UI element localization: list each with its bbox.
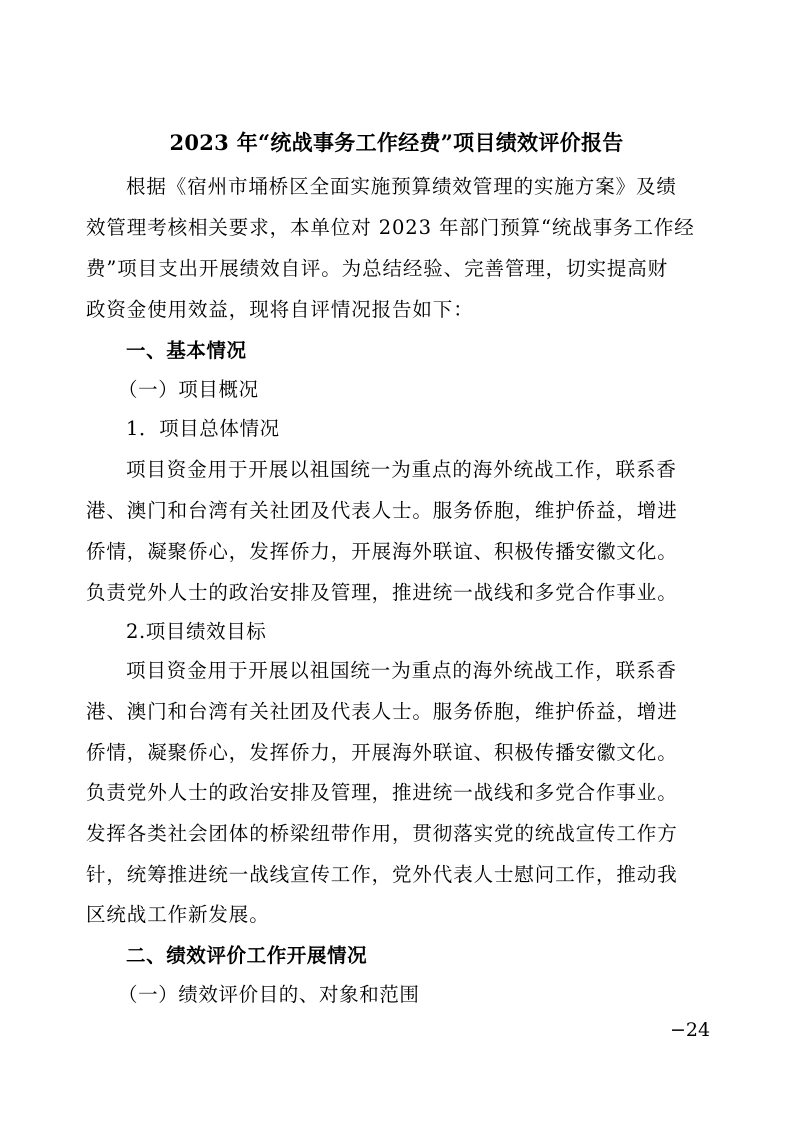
item2-line-5: 发挥各类社会团体的桥梁纽带作用，贯彻落实党的统战宣传工作方 — [86, 822, 678, 845]
page-number: −24 — [670, 1019, 711, 1041]
subsection-project-overview: （一）项目概况 — [118, 378, 259, 401]
item2-line-7: 区统战工作新发展。 — [86, 903, 270, 926]
item2-line-2: 港、澳门和台湾有关社团及代表人士。服务侨胞，维护侨益，增进 — [86, 700, 678, 723]
item2-line-6: 针，统筹推进统一战线宣传工作，党外代表人士慰问工作，推动我 — [86, 863, 678, 886]
subsection-evaluation-purpose: （一）绩效评价目的、对象和范围 — [118, 983, 420, 1006]
section-heading-basic-info: 一、基本情况 — [126, 339, 247, 362]
item-heading-performance-target: 2.项目绩效目标 — [126, 620, 267, 643]
item1-line-4: 负责党外人士的政治安排及管理，推进统一战线和多党合作事业。 — [86, 581, 678, 604]
intro-line-1: 根据《宿州市埇桥区全面实施预算绩效管理的实施方案》及绩 — [126, 175, 677, 198]
item1-line-2: 港、澳门和台湾有关社团及代表人士。服务侨胞，维护侨益，增进 — [86, 499, 678, 522]
item1-line-3: 侨情，凝聚侨心，发挥侨力，开展海外联谊、积极传播安徽文化。 — [86, 540, 678, 563]
report-title: 2023 年“统战事务工作经费”项目绩效评价报告 — [169, 130, 624, 155]
item-heading-overall: 1．项目总体情况 — [126, 417, 280, 440]
item1-line-1: 项目资金用于开展以祖国统一为重点的海外统战工作，联系香 — [126, 458, 677, 481]
intro-line-3: 费”项目支出开展绩效自评。为总结经验、完善管理，切实提高财 — [86, 257, 669, 280]
item2-line-4: 负责党外人士的政治安排及管理，推进统一战线和多党合作事业。 — [86, 781, 678, 804]
item2-line-3: 侨情，凝聚侨心，发挥侨力，开展海外联谊、积极传播安徽文化。 — [86, 741, 678, 764]
item2-line-1: 项目资金用于开展以祖国统一为重点的海外统战工作，联系香 — [126, 659, 677, 682]
intro-line-4: 政资金使用效益，现将自评情况报告如下： — [86, 298, 474, 321]
section-heading-evaluation-work: 二、绩效评价工作开展情况 — [126, 944, 368, 967]
intro-line-2: 效管理考核相关要求，本单位对 2023 年部门预算“统战事务工作经 — [86, 216, 695, 239]
